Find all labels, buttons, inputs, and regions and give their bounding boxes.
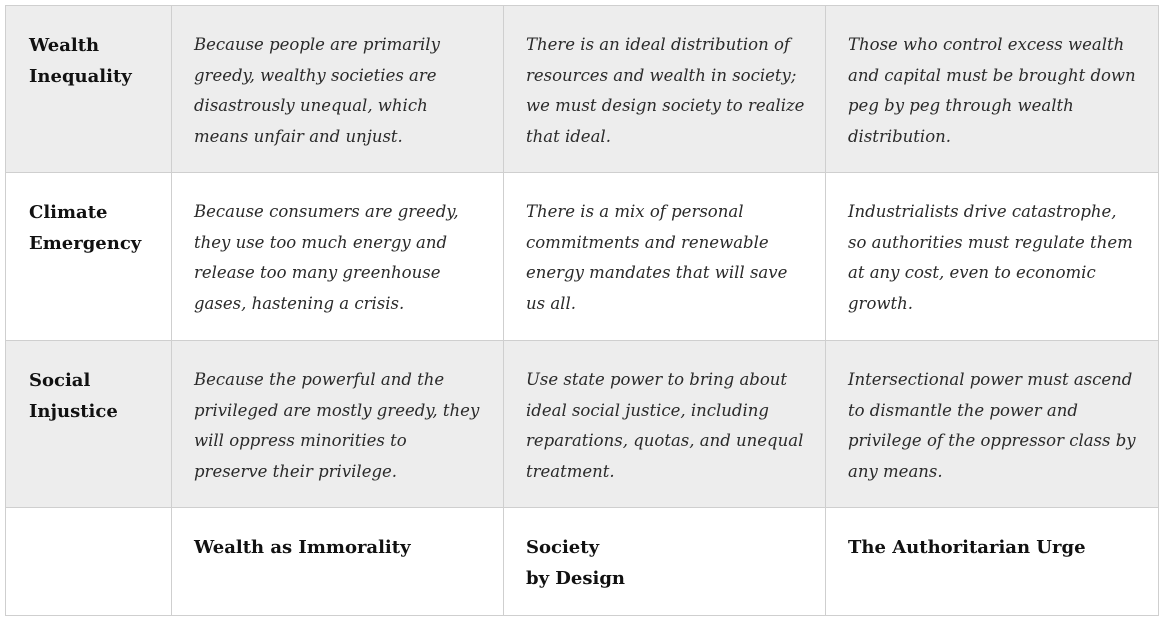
row-label-text: Climate Emergency (29, 202, 142, 254)
table-cell (172, 173, 504, 341)
column-footer-wealth-as-immorality (172, 508, 504, 615)
column-footer-text: The Authoritarian Urge (848, 537, 1086, 558)
cell-text: There is an ideal distribution of resources and wealth in society; we must design society to realize that ideal. (526, 35, 805, 146)
cell-text: Industrialists drive catastrophe, so authorities must regulate them at any cost, even to economic growth. (848, 202, 1133, 313)
cell-text: Use state power to bring about ideal social justice, including reparations, quotas, and unequal treatment. (526, 370, 804, 481)
table-cell (172, 6, 504, 173)
column-footer-authoritarian-urge (826, 508, 1158, 615)
comparison-table (5, 5, 1159, 616)
table-cell (826, 6, 1158, 173)
row-label-social-injustice (6, 341, 172, 508)
table-cell (826, 173, 1158, 341)
cell-text: There is a mix of personal commitments and renewable energy mandates that will save us all. (526, 202, 788, 313)
cell-text: Because the powerful and the privileged are mostly greedy, they will oppress minorities to preserve their privilege. (194, 370, 480, 481)
table-cell (504, 341, 826, 508)
table-cell (504, 173, 826, 341)
column-footer-text: Wealth as Immorality (194, 537, 411, 558)
cell-text: Because people are primarily greedy, wealthy societies are disastrously unequal, which means unfair and unjust. (194, 35, 440, 146)
table-cell (504, 6, 826, 173)
cell-text: Because consumers are greedy, they use too much energy and release too many greenhouse gases, hastening a crisis. (194, 202, 459, 313)
row-label-text: Wealth Inequality (29, 35, 132, 87)
cell-text: Those who control excess wealth and capital must be brought down peg by peg through wealth distribution. (848, 35, 1136, 146)
table-cell (172, 341, 504, 508)
row-label-wealth-inequality (6, 6, 172, 173)
footer-empty-cell (6, 508, 172, 615)
row-label-text: Social Injustice (29, 370, 118, 422)
cell-text: Intersectional power must ascend to dismantle the power and privilege of the oppressor class by any means. (848, 370, 1136, 481)
row-label-climate-emergency (6, 173, 172, 341)
column-footer-text: Society by Design (526, 537, 626, 589)
column-footer-society-by-design (504, 508, 826, 615)
table-cell (826, 341, 1158, 508)
